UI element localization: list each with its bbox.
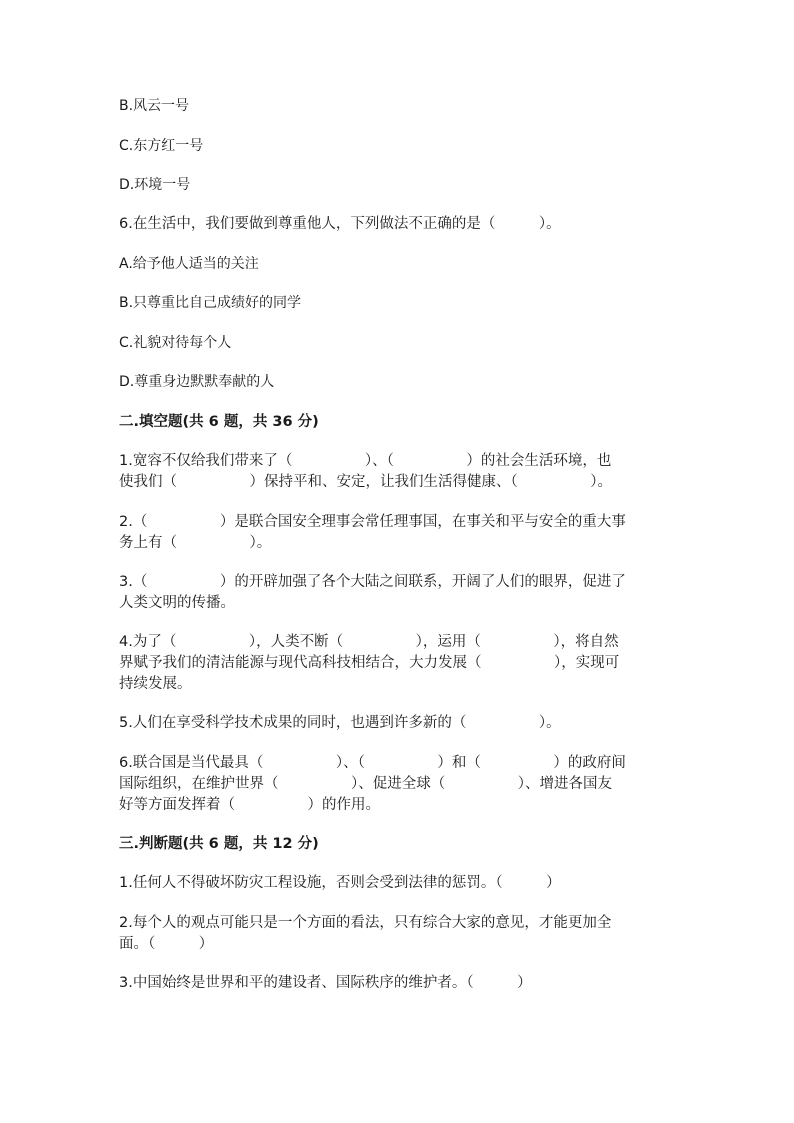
- fill-q2-line1: 2.（ ）是联合国安全理事会常任理事国，在事关和平与安全的重大事: [119, 514, 626, 530]
- fill-q6-line3: 好等方面发挥着（ ）的作用。: [119, 797, 380, 813]
- q6-option-d: D.尊重身边默默奉献的人: [119, 374, 275, 390]
- section2-title: 二.填空题(共 6 题，共 36 分): [119, 414, 319, 430]
- fill-q5-line1: 5.人们在享受科学技术成果的同时，也遇到许多新的（ ）。: [119, 715, 561, 731]
- q5-option-b: B.风云一号: [119, 98, 190, 114]
- fill-q1-line2: 使我们（ ）保持平和、安定，让我们生活得健康、（ ）。: [119, 474, 612, 490]
- section3-title: 三.判断题(共 6 题，共 12 分): [119, 836, 319, 852]
- judge-q3-line1: 3.中国始终是世界和平的建设者、国际秩序的维护者。（ ）: [119, 975, 532, 991]
- fill-q4-line3: 持续发展。: [119, 676, 192, 692]
- fill-q1-line1: 1.宽容不仅给我们带来了（ ）、（ ）的社会生活环境，也: [119, 453, 612, 469]
- q6-option-c: C.礼貌对待每个人: [119, 335, 232, 351]
- fill-q2-line2: 务上有（ ）。: [119, 535, 272, 551]
- judge-q1-line1: 1.任何人不得破坏防灾工程设施，否则会受到法律的惩罚。（ ）: [119, 875, 561, 891]
- fill-q3-line2: 人类文明的传播。: [119, 595, 235, 611]
- judge-q2-line1: 2.每个人的观点可能只是一个方面的看法，只有综合大家的意见，才能更加全: [119, 915, 612, 931]
- fill-q6-line2: 国际组织，在维护世界（ ）、促进全球（ ）、增进各国友: [119, 776, 612, 792]
- fill-q4-line1: 4.为了（ ），人类不断（ ），运用（ ），将自然: [119, 634, 619, 650]
- fill-q6-line1: 6.联合国是当代最具（ ）、（ ）和（ ）的政府间: [119, 755, 626, 771]
- q6-stem: 6.在生活中，我们要做到尊重他人，下列做法不正确的是（ ）。: [119, 216, 561, 232]
- q6-option-b: B.只尊重比自己成绩好的同学: [119, 295, 302, 311]
- fill-q3-line1: 3.（ ）的开辟加强了各个大陆之间联系，开阔了人们的眼界，促进了: [119, 574, 626, 590]
- q6-option-a: A.给予他人适当的关注: [119, 256, 259, 272]
- q5-option-d: D.环境一号: [119, 177, 191, 193]
- judge-q2-line2: 面。（ ）: [119, 936, 214, 952]
- q5-option-c: C.东方红一号: [119, 138, 204, 154]
- fill-q4-line2: 界赋予我们的清洁能源与现代高科技相结合，大力发展（ ），实现可: [119, 655, 620, 671]
